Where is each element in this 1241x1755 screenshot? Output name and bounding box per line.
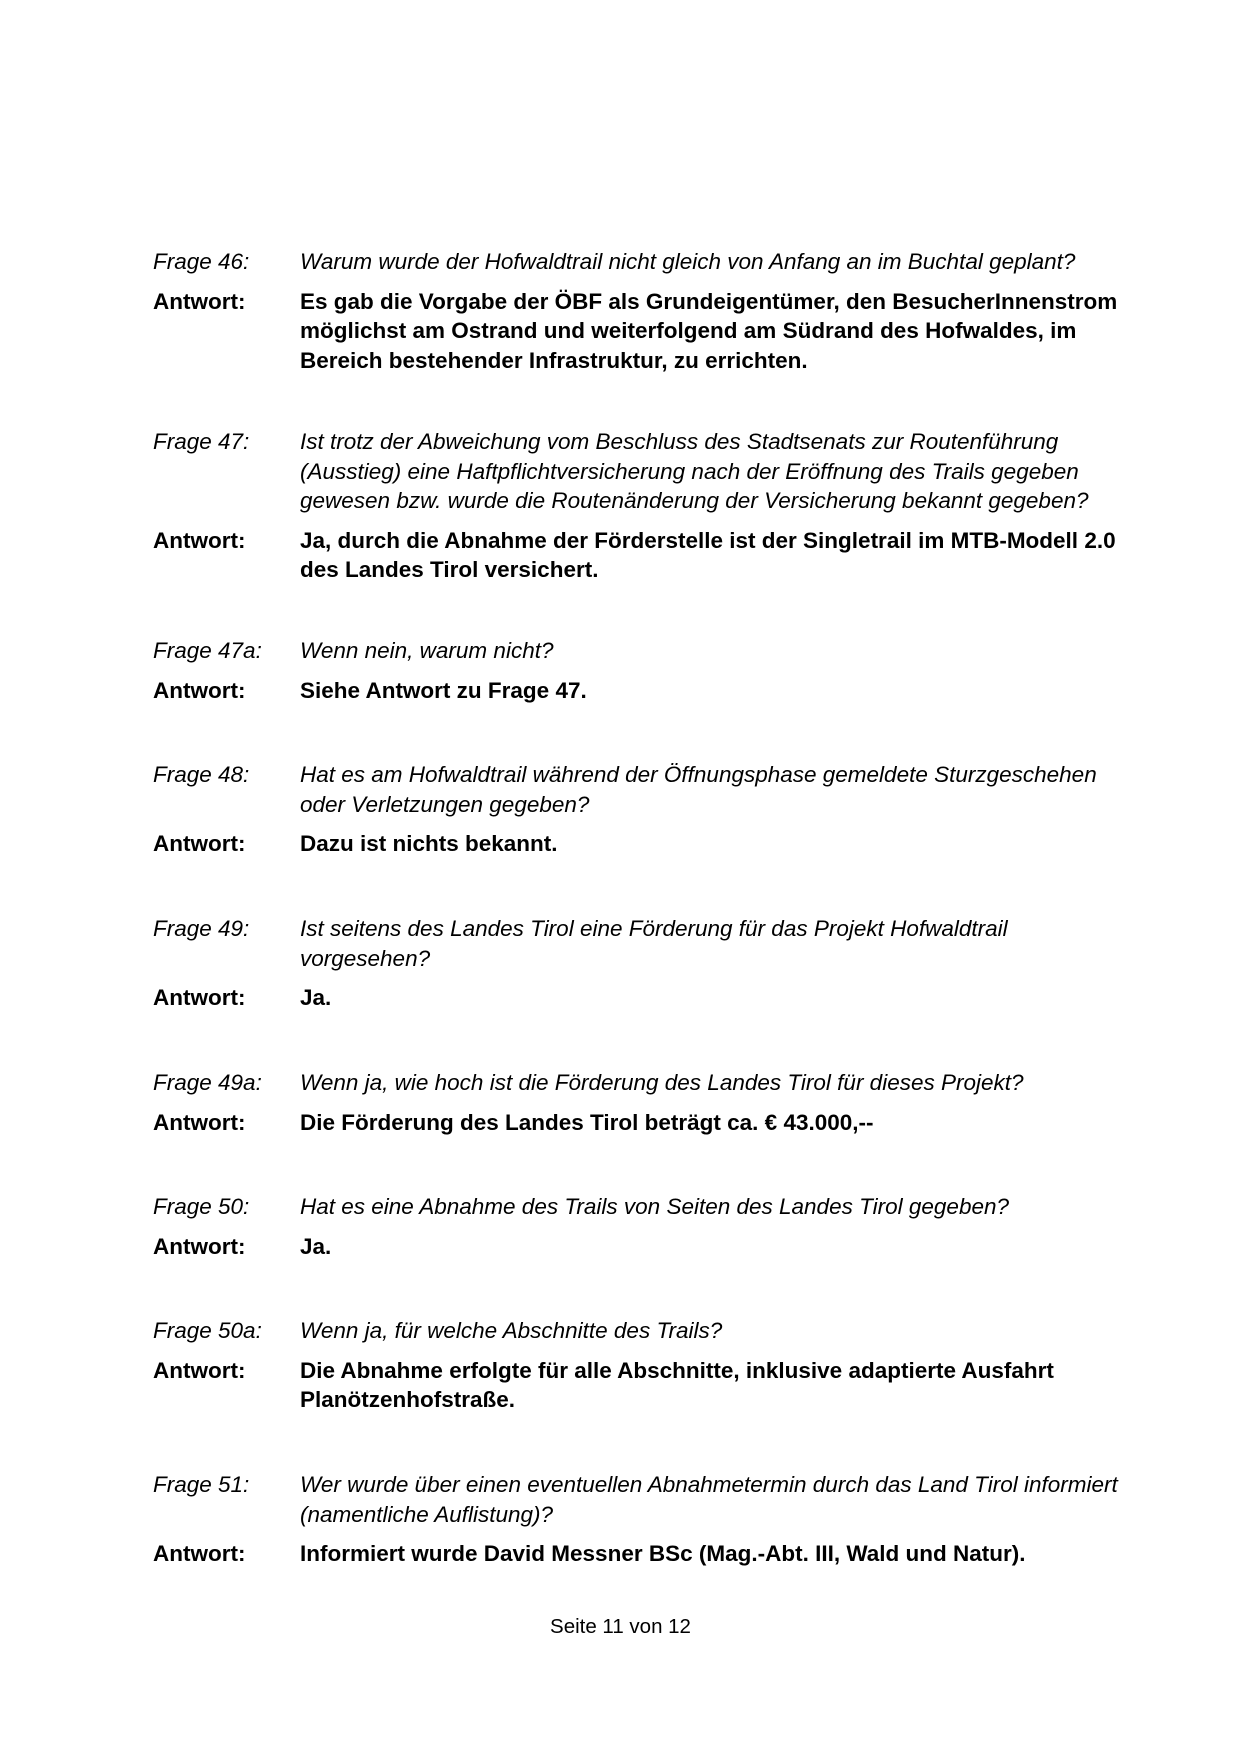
question-row xyxy=(153,1068,1141,1098)
answer-text: Informiert wurde David Messner BSc (Mag.-Abt. III, Wald und Natur). xyxy=(300,1541,1026,1566)
answer-label: Antwort: xyxy=(153,1357,246,1383)
qa-block-50 xyxy=(153,1192,1141,1261)
question-row xyxy=(153,636,1141,666)
qa-block-47 xyxy=(153,427,1141,585)
question-row xyxy=(153,760,1141,819)
question-row xyxy=(153,1470,1141,1529)
answer-label: Antwort: xyxy=(153,1109,246,1135)
qa-block-50a xyxy=(153,1316,1141,1415)
question-label: Frage 50a: xyxy=(153,1318,262,1343)
question-row xyxy=(153,247,1141,277)
answer-row xyxy=(153,1539,1141,1569)
question-row xyxy=(153,1316,1141,1346)
answer-text: Die Abnahme erfolgte für alle Abschnitte, inklusive adaptierte Ausfahrt Planötzenhofstraße. xyxy=(300,1357,1054,1412)
answer-label: Antwort: xyxy=(153,677,246,703)
answer-label: Antwort: xyxy=(153,985,246,1010)
answer-label: Antwort: xyxy=(153,527,246,553)
answer-label: Antwort: xyxy=(153,288,246,314)
question-text: Wenn ja, für welche Abschnitte des Trails? xyxy=(300,1318,723,1343)
question-text: Wer wurde über einen eventuellen Abnahmetermin durch das Land Tirol informiert (namentliche Auflistung)? xyxy=(300,1472,1118,1527)
question-label: Frage 50: xyxy=(153,1194,250,1219)
question-row xyxy=(153,427,1141,516)
question-text: Ist seitens des Landes Tirol eine Förderung für das Projekt Hofwaldtrail vorgesehen? xyxy=(300,916,1008,971)
answer-label: Antwort: xyxy=(153,1541,246,1566)
qa-block-47a xyxy=(153,636,1141,705)
answer-row xyxy=(153,829,1141,859)
qa-block-49a xyxy=(153,1068,1141,1137)
question-row xyxy=(153,1192,1141,1222)
question-text: Wenn ja, wie hoch ist die Förderung des Landes Tirol für dieses Projekt? xyxy=(300,1070,1024,1095)
answer-text: Ja. xyxy=(300,1233,332,1259)
answer-row xyxy=(153,1232,1141,1262)
qa-block-49 xyxy=(153,914,1141,1013)
qa-block-51 xyxy=(153,1470,1141,1569)
answer-row xyxy=(153,983,1141,1013)
question-text: Warum wurde der Hofwaldtrail nicht gleich von Anfang an im Buchtal geplant? xyxy=(300,249,1076,274)
question-row xyxy=(153,914,1141,973)
question-text: Ist trotz der Abweichung vom Beschluss des Stadtsenats zur Routenführung (Ausstieg) eine Haftpflichtversicherung nach der Eröffnung des Trails gegeben gewesen bzw. wurde die Routenänderung der Versicherung bekannt gegeben? xyxy=(300,429,1089,513)
answer-text: Ja. xyxy=(300,985,332,1010)
answer-label: Antwort: xyxy=(153,831,246,856)
question-label: Frage 46: xyxy=(153,249,250,274)
question-label: Frage 49: xyxy=(153,916,250,941)
question-label: Frage 51: xyxy=(153,1472,250,1497)
question-label: Frage 47a: xyxy=(153,638,262,663)
answer-text: Siehe Antwort zu Frage 47. xyxy=(300,677,587,703)
page-number-footer: Seite 11 von 12 xyxy=(550,1615,691,1638)
answer-row xyxy=(153,287,1141,376)
answer-label: Antwort: xyxy=(153,1233,246,1259)
answer-row xyxy=(153,526,1141,585)
qa-block-46 xyxy=(153,247,1141,375)
answer-text: Es gab die Vorgabe der ÖBF als Grundeigentümer, den BesucherInnenstrom möglichst am Ostrand und weiterfolgend am Südrand des Hofwaldes, im Bereich bestehender Infrastruktur, zu errichten. xyxy=(300,288,1118,373)
question-text: Hat es eine Abnahme des Trails von Seiten des Landes Tirol gegeben? xyxy=(300,1194,1009,1219)
answer-text: Dazu ist nichts bekannt. xyxy=(300,831,558,856)
question-label: Frage 49a: xyxy=(153,1070,262,1095)
answer-row xyxy=(153,676,1141,706)
question-label: Frage 47: xyxy=(153,429,250,454)
qa-block-48 xyxy=(153,760,1141,859)
answer-row xyxy=(153,1356,1141,1415)
answer-text: Die Förderung des Landes Tirol beträgt ca. € 43.000,-- xyxy=(300,1109,874,1135)
question-label: Frage 48: xyxy=(153,762,250,787)
answer-row xyxy=(153,1108,1141,1138)
question-text: Hat es am Hofwaldtrail während der Öffnungsphase gemeldete Sturzgeschehen oder Verletzungen gegeben? xyxy=(300,762,1097,817)
answer-text: Ja, durch die Abnahme der Förderstelle ist der Singletrail im MTB-Modell 2.0 des Landes Tirol versichert. xyxy=(300,527,1116,582)
question-text: Wenn nein, warum nicht? xyxy=(300,638,554,663)
